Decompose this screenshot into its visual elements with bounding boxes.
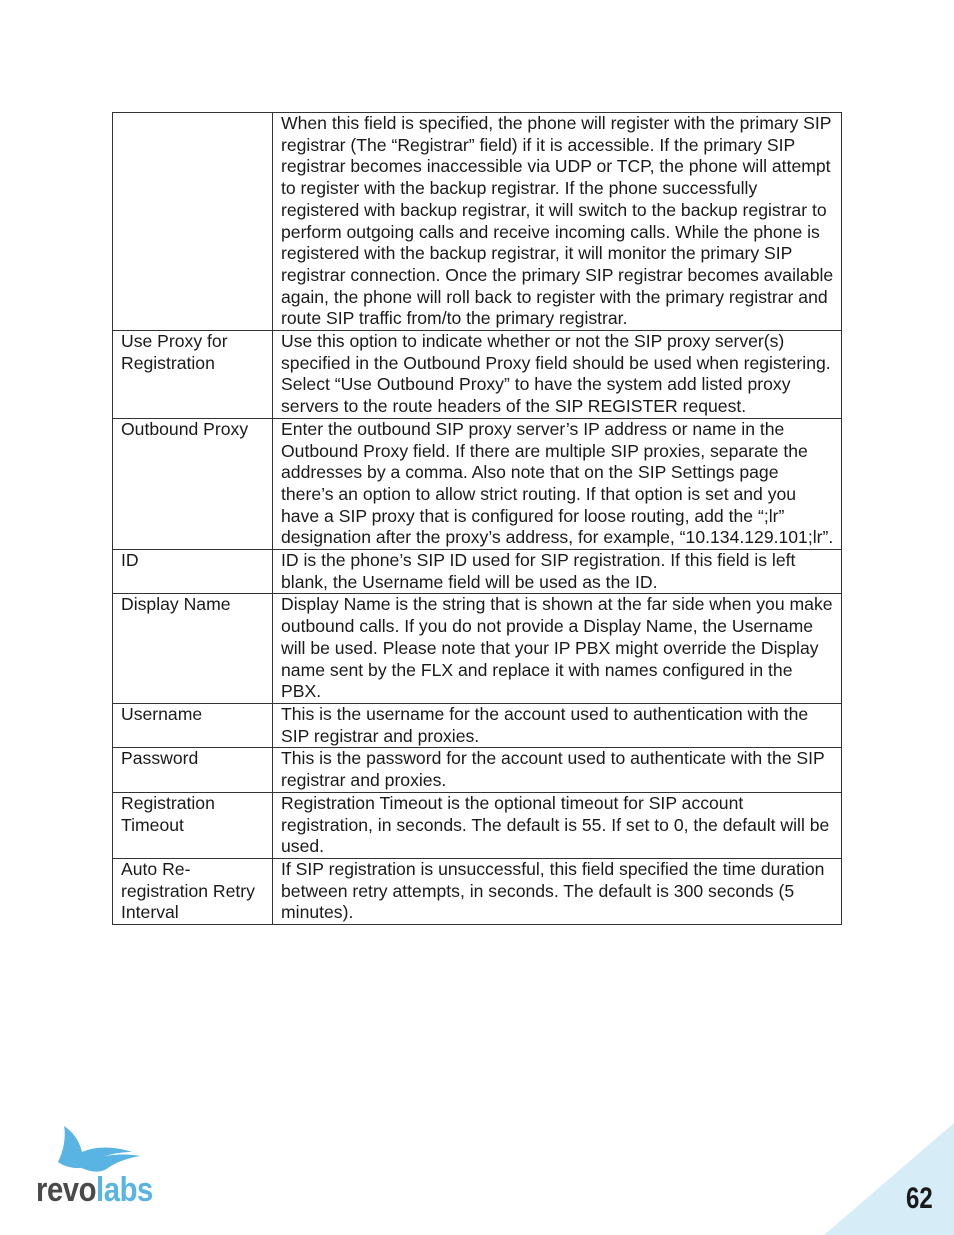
field-name-cell: Registration Timeout [113, 792, 273, 858]
field-name-cell: ID [113, 550, 273, 594]
table-row [113, 792, 842, 858]
settings-table [112, 112, 842, 925]
revolabs-logo [36, 1170, 153, 1210]
table-row [113, 858, 842, 924]
field-description-cell: ID is the phone’s SIP ID used for SIP registration. If this field is left blank, the Username field will be used as the ID. [273, 550, 842, 594]
table-row [113, 748, 842, 792]
field-description-cell: Use this option to indicate whether or not the SIP proxy server(s) specified in the Outbound Proxy field should be used when registering. Select “Use Outbound Proxy” to have the system add listed proxy servers to the route headers of the SIP REGISTER request. [273, 331, 842, 419]
field-name-cell [113, 113, 273, 331]
field-name-cell: Display Name [113, 594, 273, 704]
field-name-cell: Use Proxy for Registration [113, 331, 273, 419]
field-description-cell: This is the username for the account used to authentication with the SIP registrar and proxies. [273, 703, 842, 747]
field-description-cell: Registration Timeout is the optional timeout for SIP account registration, in seconds. The default is 55. If set to 0, the default will be used. [273, 792, 842, 858]
table-row [113, 331, 842, 419]
logo-text-labs: labs [96, 1171, 153, 1209]
logo-text-revo: revo [36, 1171, 97, 1209]
field-name-cell: Username [113, 703, 273, 747]
table-row [113, 418, 842, 549]
field-description-cell: Display Name is the string that is shown at the far side when you make outbound calls. If you do not provide a Display Name, the Username will be used. Please note that your IP PBX might override the Display name sent by the FLX and replace it with names configured in the PBX. [273, 594, 842, 704]
field-name-cell: Password [113, 748, 273, 792]
field-description-cell: When this field is specified, the phone will register with the primary SIP registrar (The “Registrar” field) if it is accessible. If the primary SIP registrar becomes inaccessible via UDP or TCP, the phone will attempt to register with the backup registrar. If the phone successfully registered with backup registrar, it will switch to the backup registrar to perform outgoing calls and receive incoming calls. While the phone is registered with the backup registrar, it will monitor the primary SIP registrar connection. Once the primary SIP registrar becomes available again, the phone will roll back to register with the primary registrar and route SIP traffic from/to the primary registrar. [273, 113, 842, 331]
page-corner-decoration [824, 1123, 954, 1235]
page-number: 62 [906, 1182, 933, 1215]
table-row [113, 113, 842, 331]
field-description-cell: Enter the outbound SIP proxy server’s IP address or name in the Outbound Proxy field. If there are multiple SIP proxies, separate the addresses by a comma. Also note that on the SIP Settings page there’s an option to allow strict routing. If that option is set and you have a SIP proxy that is configured for loose routing, add the “;lr” designation after the proxy’s address, for example, “10.134.129.101;lr”. [273, 418, 842, 549]
field-description-cell: This is the password for the account used to authenticate with the SIP registrar and proxies. [273, 748, 842, 792]
field-description-cell: If SIP registration is unsuccessful, this field specified the time duration between retry attempts, in seconds. The default is 300 seconds (5 minutes). [273, 858, 842, 924]
field-name-cell: Outbound Proxy [113, 418, 273, 549]
table-row [113, 594, 842, 704]
field-name-cell: Auto Re-registration Retry Interval [113, 858, 273, 924]
table-row [113, 550, 842, 594]
table-row [113, 703, 842, 747]
